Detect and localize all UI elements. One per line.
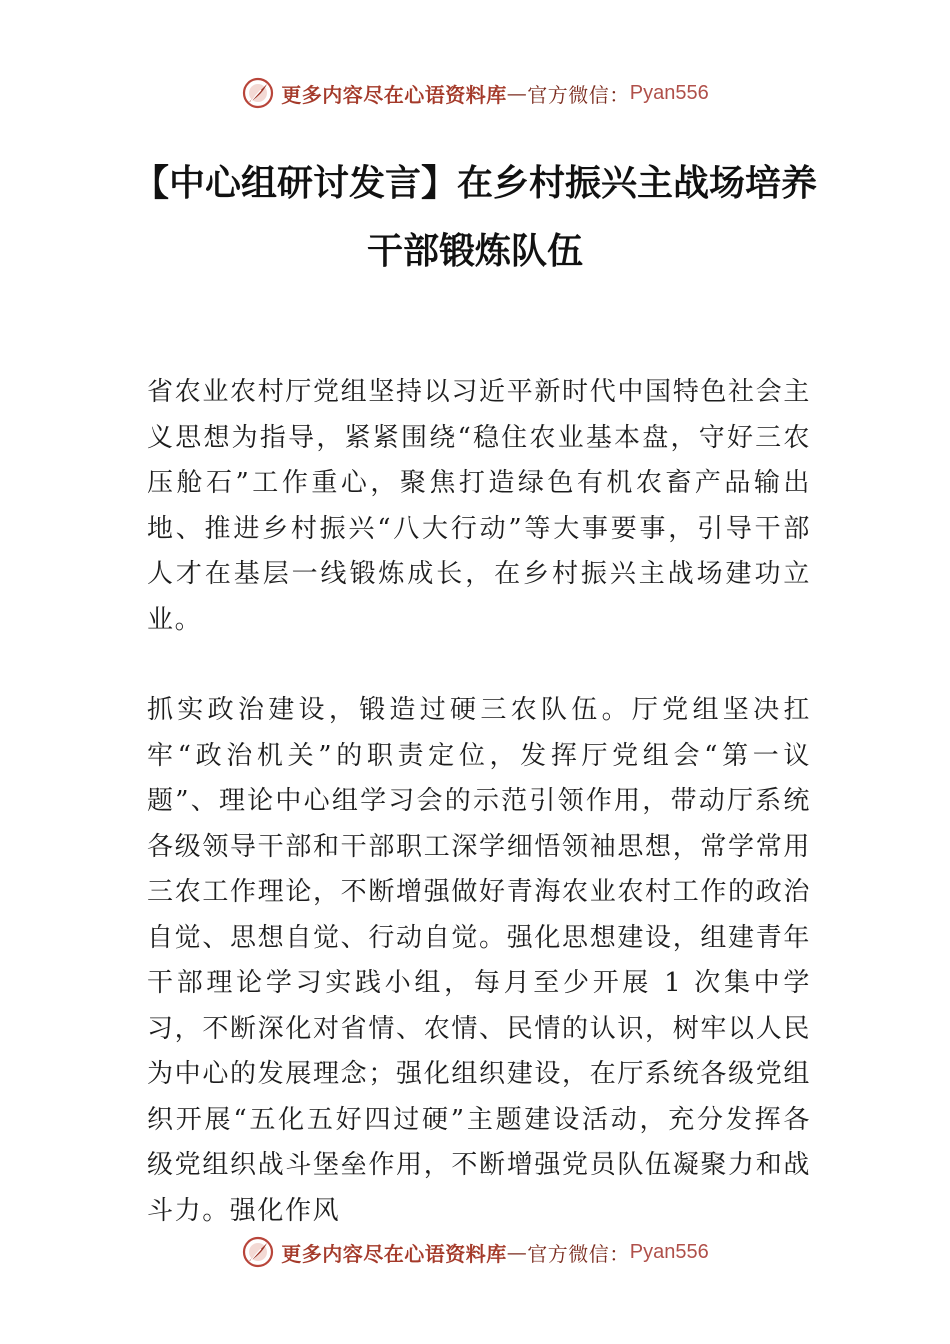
- document-title: 【中心组研讨发言】在乡村振兴主战场培养干部锻炼队伍: [132, 163, 817, 272]
- footer-banner: [0, 1232, 950, 1272]
- header-banner: [0, 73, 950, 113]
- banner-wechat-id: Pyan556: [629, 1240, 709, 1263]
- banner-separator: —: [506, 81, 528, 105]
- banner-wechat-id: Pyan556: [629, 81, 709, 104]
- banner-separator: —: [506, 1240, 528, 1264]
- paragraph-political-building: 抓实政治建设，锻造过硬三农队伍。厅党组坚决扛牢“政治机关”的职责定位，发挥厅党组会“第一议题”、理论中心组学习会的示范引领作用，带动厅系统各级领导干部和干部职工深学细悟领袖思想，常学常用三农工作理论，不断增强做好青海农业农村工作的政治自觉、思想自觉、行动自觉。强化思想建设，组建青年干部理论学习实践小组，每月至少开展 1 次集中学习，不断深化对省情、农情、民情的认识，树牢以人民为中心的发展理念；强化组织建设，在厅系统各级党组织开展“五化五好四过硬”主题建设活动，充分发挥各级党组织战斗堡垒作用，不断增强党员队伍凝聚力和战斗力。强化作风: [147, 695, 811, 1226]
- banner-main-text: 更多内容尽在心语资料库: [281, 82, 507, 107]
- banner-main-text: 更多内容尽在心语资料库: [281, 1241, 507, 1266]
- logo-quill-icon: [241, 76, 275, 110]
- banner-wechat-label: 官方微信：: [527, 82, 630, 107]
- paragraph-intro: 省农业农村厅党组坚持以习近平新时代中国特色社会主义思想为指导，紧紧围绕“稳住农业基本盘，守好三农压舱石”工作重心，聚焦打造绿色有机农畜产品输出地、推进乡村振兴“八大行动”等大事要事，引导干部人才在基层一线锻炼成长，在乡村振兴主战场建功立业。: [147, 377, 812, 635]
- banner-wechat-label: 官方微信：: [527, 1241, 630, 1266]
- document-body: [147, 370, 811, 1234]
- logo-quill-icon: [241, 1235, 275, 1269]
